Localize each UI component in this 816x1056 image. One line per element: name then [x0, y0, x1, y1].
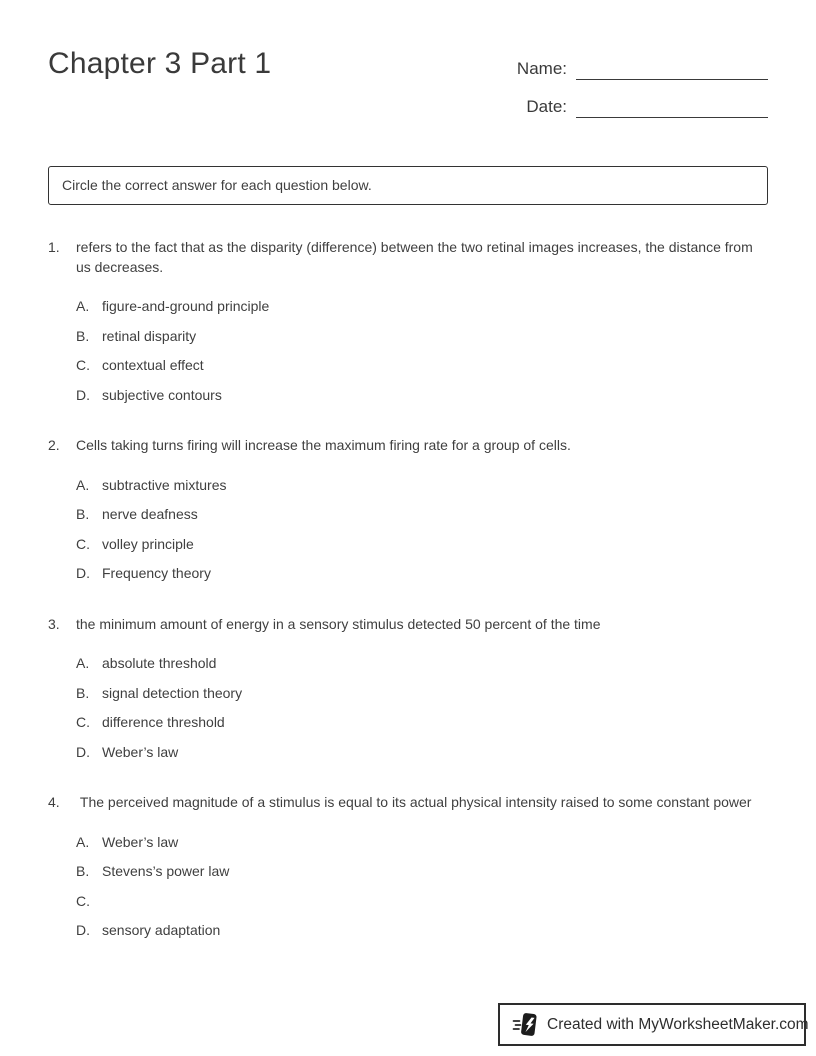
option-text: difference threshold [102, 714, 225, 730]
option-text: signal detection theory [102, 684, 243, 701]
option-letter: A. [76, 298, 90, 314]
option-text: sensory adaptation [102, 922, 221, 938]
option-text: Frequency theory [102, 565, 211, 581]
option-text: figure-and-ground principle [102, 298, 270, 314]
option-text: volley principle [102, 535, 194, 552]
question-text: The perceived magnitude of a stimulus is equal to its actual physical intensity raised to some constant power [76, 794, 752, 810]
option-text: retinal disparity [102, 327, 197, 344]
answer-option-b[interactable] [76, 327, 768, 347]
option-text: subtractive mixtures [102, 476, 227, 493]
option-letter: C. [76, 892, 90, 909]
option-text [102, 892, 768, 912]
option-letter: A. [76, 833, 90, 850]
answer-option-d[interactable] [76, 386, 768, 406]
page-title: Chapter 3 Part 1 [48, 47, 272, 80]
answer-option-a[interactable] [76, 476, 768, 496]
question-head [48, 793, 768, 813]
header [48, 46, 768, 126]
answer-option-d[interactable] [76, 921, 768, 941]
question-head [48, 436, 768, 456]
name-label: Name: [516, 59, 567, 78]
option-letter: B. [76, 863, 90, 879]
question-4 [48, 793, 768, 941]
option-letter: B. [76, 327, 90, 344]
question-text: Cells taking turns firing will increase the maximum firing rate for a group of cells. [76, 437, 571, 453]
option-text: Weber’s law [102, 743, 179, 760]
option-text: Stevens’s power law [102, 863, 230, 879]
option-text: nerve deafness [102, 506, 198, 522]
answer-option-a[interactable] [76, 833, 768, 853]
date-input-line[interactable] [576, 88, 768, 118]
credit-badge [498, 1003, 809, 1046]
option-letter: D. [76, 386, 90, 403]
question-number: 3. [48, 615, 60, 632]
option-letter: D. [76, 565, 90, 581]
option-letter: C. [76, 714, 90, 730]
question-text: the minimum amount of energy in a sensory stimulus detected 50 percent of the time [76, 615, 601, 632]
flying-worksheet-icon [512, 1010, 539, 1040]
options-list [76, 297, 768, 405]
option-text: absolute threshold [102, 655, 217, 671]
question-head [48, 238, 768, 277]
question-1 [48, 238, 768, 405]
options-list [76, 654, 768, 762]
option-text: contextual effect [102, 357, 204, 373]
answer-option-a[interactable] [76, 297, 768, 317]
question-head [48, 615, 768, 635]
question-3 [48, 615, 768, 763]
answer-option-a[interactable] [76, 654, 768, 674]
answer-option-b[interactable] [76, 862, 768, 882]
option-text: Weber’s law [102, 833, 179, 850]
option-letter: C. [76, 535, 90, 552]
instructions-text: Circle the correct answer for each question below. [62, 177, 372, 193]
answer-option-c[interactable] [76, 713, 768, 733]
question-number: 2. [48, 437, 60, 453]
option-letter: D. [76, 922, 90, 938]
question-2 [48, 436, 768, 584]
credit-text: Created with MyWorksheetMaker.com [547, 1015, 809, 1033]
answer-option-b[interactable] [76, 505, 768, 525]
answer-option-b[interactable] [76, 684, 768, 704]
option-letter: C. [76, 357, 90, 373]
date-label: Date: [526, 97, 567, 116]
options-list [76, 476, 768, 584]
option-letter: D. [76, 743, 90, 760]
answer-option-c[interactable] [76, 356, 768, 376]
option-letter: B. [76, 684, 90, 701]
name-input-line[interactable] [576, 50, 768, 80]
question-text: refers to the fact that as the disparity (difference) between the two retinal images increases, the distance from us decreases. [76, 239, 757, 275]
answer-option-c[interactable] [76, 892, 768, 912]
answer-option-d[interactable] [76, 564, 768, 584]
question-list [48, 238, 768, 941]
answer-option-c[interactable] [76, 535, 768, 555]
option-letter: A. [76, 655, 90, 671]
name-date-fields [498, 50, 768, 126]
instructions-box [48, 166, 768, 205]
options-list [76, 833, 768, 941]
option-letter: B. [76, 506, 90, 522]
option-text: subjective contours [102, 386, 222, 403]
option-letter: A. [76, 476, 90, 493]
date-field-row [498, 88, 768, 118]
question-number: 1. [48, 239, 60, 255]
question-number: 4. [48, 794, 60, 810]
answer-option-d[interactable] [76, 743, 768, 763]
name-field-row [498, 50, 768, 80]
